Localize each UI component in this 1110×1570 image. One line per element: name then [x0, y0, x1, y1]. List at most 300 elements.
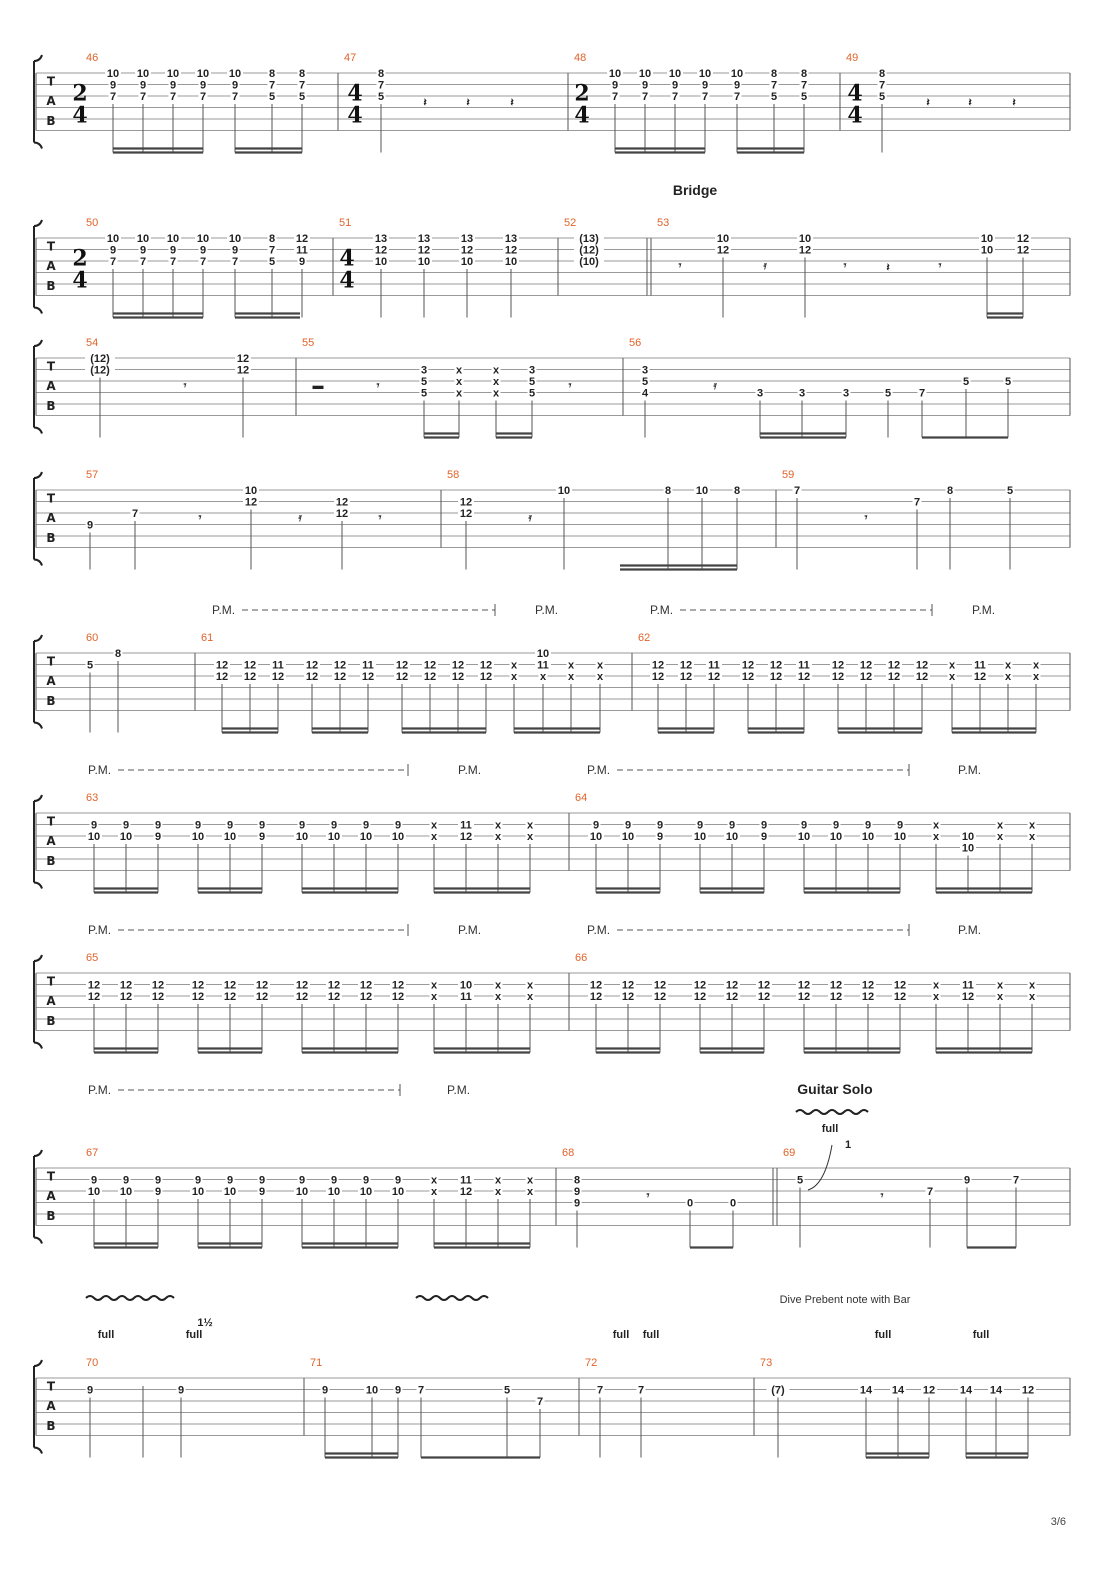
fret-number: 10 [228, 68, 242, 80]
palm-mute-label: P.M. [458, 763, 482, 777]
fret-number: 10 [861, 831, 875, 843]
fret-number: 12 [589, 979, 603, 992]
measure-number-63: 63 [86, 792, 99, 804]
fret-number: 12 [621, 991, 635, 1003]
fret-number: 13 [417, 233, 431, 245]
fret-number: 12 [831, 659, 845, 672]
fret-number: 5 [86, 659, 94, 672]
vibrato-wave [86, 1296, 174, 1300]
tab-clef-b: B [46, 530, 56, 545]
fret-number: 11 [362, 659, 374, 672]
eighth-rest: 𝄾 [678, 260, 682, 272]
fret-number: 14 [891, 1384, 905, 1397]
tab-clef-a: A [46, 259, 56, 274]
fret-number: x [430, 1186, 438, 1198]
fret-number: 12 [741, 659, 755, 672]
fret-number: 12 [423, 659, 437, 672]
fret-number: 12 [741, 671, 755, 683]
fret-number: 9 [154, 819, 162, 832]
fret-number: 7 [1012, 1174, 1020, 1187]
fret-number: 13 [374, 233, 388, 245]
fret-number: x [455, 376, 463, 388]
fret-number: 8 [800, 68, 808, 80]
fret-number: x [1028, 991, 1036, 1003]
fret-number: 7 [377, 79, 385, 92]
fret-number: 12 [395, 659, 409, 672]
fret-number: 12 [887, 659, 901, 672]
measure-number-55: 55 [302, 337, 315, 349]
fret-number: 12 [725, 979, 739, 992]
fret-number: 10 [621, 831, 635, 843]
bend-label-full: full [642, 1329, 660, 1341]
fret-number: x [567, 671, 575, 683]
fret-number: 9 [169, 244, 177, 257]
fret-number: 12 [859, 659, 873, 672]
fret-number: x [1004, 659, 1012, 672]
fret-number: 9 [963, 1174, 971, 1187]
fret-number: 10 [191, 1186, 205, 1198]
fret-number: 12 [244, 496, 258, 509]
fret-number: 12 [215, 671, 229, 683]
fret-number: x [1028, 819, 1036, 832]
fret-number: 9 [656, 831, 664, 843]
fret-number: x [932, 831, 940, 843]
sixteenth-rest: 𝄿 [298, 512, 302, 524]
fret-number: 9 [226, 1174, 234, 1187]
fret-number: 9 [169, 79, 177, 92]
half-rest: ▬ [312, 380, 324, 392]
fret-number: 11 [798, 659, 810, 672]
fret-number: 12 [243, 671, 257, 683]
palm-mute-label: P.M. [958, 923, 982, 937]
fret-number: 9 [139, 244, 147, 257]
dive-annotation: Dive Prebent note with Bar [779, 1294, 911, 1306]
sixteenth-rest: 𝄿 [528, 512, 532, 524]
fret-number: 10 [223, 1186, 237, 1198]
fret-number: 10 [668, 68, 682, 80]
quarter-rest: 𝄽 [886, 262, 890, 274]
fret-number: x [510, 659, 518, 672]
fret-number: 7 [770, 79, 778, 92]
measure-number-60: 60 [86, 632, 99, 644]
system-bracket [34, 55, 42, 149]
fret-number: (13) [579, 233, 599, 245]
fret-number: x [526, 819, 534, 832]
measure-number-53: 53 [657, 217, 670, 229]
fret-number: 12 [651, 671, 665, 683]
fret-number: 10 [829, 831, 843, 843]
fret-number: 7 [800, 79, 808, 92]
time-signature-bottom: 4 [72, 267, 88, 294]
palm-mute-label: P.M. [958, 763, 982, 777]
fret-number: 12 [255, 979, 269, 992]
fret-number: 7 [268, 244, 276, 257]
time-signature-bottom: 4 [574, 102, 590, 129]
fret-number: x [430, 1174, 438, 1187]
fret-number: 5 [1006, 485, 1014, 497]
fret-number: 12 [255, 991, 269, 1003]
fret-number: 12 [1016, 233, 1030, 245]
palm-mute-label: P.M. [88, 1083, 112, 1097]
fret-number: 5 [796, 1174, 804, 1187]
fret-number: 7 [926, 1186, 934, 1198]
fret-number: 10 [460, 256, 474, 268]
fret-number: 9 [728, 819, 736, 832]
fret-number: 12 [451, 671, 465, 683]
fret-number: 7 [596, 1384, 604, 1397]
fret-number: 12 [335, 508, 349, 520]
fret-number: 10 [119, 831, 133, 843]
bend-target: 1 [844, 1139, 852, 1151]
fret-number: 10 [295, 831, 309, 843]
fret-number: 10 [166, 233, 180, 245]
fret-number: x [1032, 659, 1040, 672]
fret-number: 10 [730, 68, 744, 80]
quarter-rest: 𝄽 [510, 97, 514, 109]
fret-number: x [1032, 671, 1040, 683]
fret-number: 7 [536, 1396, 544, 1408]
measure-number-58: 58 [447, 469, 460, 481]
tab-clef-t: T [46, 1169, 56, 1184]
fret-number: 9 [122, 819, 130, 832]
tab-clef-t: T [46, 654, 56, 669]
fret-number: 12 [305, 671, 319, 683]
fret-number: 11 [974, 659, 986, 672]
fret-number: 12 [236, 364, 250, 377]
fret-number: x [430, 991, 438, 1003]
fret-number: 9 [330, 819, 338, 832]
fret-number: 9 [154, 831, 162, 843]
measure-number-61: 61 [201, 632, 214, 644]
fret-number: 10 [961, 831, 975, 843]
time-signature-bottom: 4 [847, 102, 863, 129]
fret-number: 8 [664, 485, 672, 497]
fret-number: 10 [136, 233, 150, 245]
fret-number: 7 [641, 91, 649, 103]
fret-number: x [455, 387, 463, 400]
fret-number: 10 [295, 1186, 309, 1198]
eighth-rest: 𝄾 [843, 260, 847, 272]
fret-number: 11 [708, 659, 720, 672]
palm-mute-label: P.M. [972, 603, 996, 617]
measure-number-73: 73 [760, 1357, 773, 1369]
fret-number: 10 [365, 1384, 379, 1397]
bend-label-full: full [185, 1329, 203, 1341]
fret-number: 12 [191, 991, 205, 1003]
fret-number: 12 [271, 671, 285, 683]
fret-number: 11 [460, 991, 472, 1003]
fret-number: (12) [90, 364, 110, 377]
fret-number: 9 [760, 819, 768, 832]
fret-number: 8 [878, 68, 886, 80]
fret-number: 7 [793, 485, 801, 497]
time-signature-top: 2 [72, 80, 88, 107]
eighth-rest: 𝄾 [938, 260, 942, 272]
tab-clef-a: A [46, 94, 56, 109]
fret-number: 9 [258, 1174, 266, 1187]
measure-number-56: 56 [629, 337, 642, 349]
fret-number: 7 [109, 256, 117, 268]
fret-number: 11 [460, 819, 472, 832]
fret-number: 7 [268, 79, 276, 92]
fret-number: x [492, 387, 500, 400]
fret-number: 10 [980, 233, 994, 245]
measure-number-68: 68 [562, 1147, 575, 1159]
fret-number: 12 [459, 496, 473, 509]
fret-number: 12 [295, 991, 309, 1003]
fret-number: 8 [770, 68, 778, 80]
fret-number: 9 [154, 1174, 162, 1187]
fret-number: 10 [557, 485, 571, 497]
fret-number: 10 [798, 233, 812, 245]
fret-number: 9 [864, 819, 872, 832]
bend-label-full: full [612, 1329, 630, 1341]
quarter-rest: 𝄽 [466, 97, 470, 109]
fret-number: x [526, 1174, 534, 1187]
fret-number: 12 [423, 671, 437, 683]
fret-number: 12 [589, 991, 603, 1003]
fret-number: 12 [295, 979, 309, 992]
measure-number-62: 62 [638, 632, 651, 644]
fret-number: x [1028, 831, 1036, 843]
tab-clef-t: T [46, 974, 56, 989]
quarter-rest: 𝄽 [926, 97, 930, 109]
fret-number: 5 [878, 91, 886, 103]
fret-number: 12 [223, 979, 237, 992]
fret-number: 7 [671, 91, 679, 103]
fret-number: x [526, 991, 534, 1003]
palm-mute-label: P.M. [88, 763, 112, 777]
palm-mute-label: P.M. [458, 923, 482, 937]
fret-number: 10 [504, 256, 518, 268]
fret-number: 9 [573, 1186, 581, 1198]
fret-number: 10 [893, 831, 907, 843]
fret-number: 5 [800, 91, 808, 103]
fret-number: x [567, 659, 575, 672]
fret-number: 12 [893, 991, 907, 1003]
fret-number: 10 [119, 1186, 133, 1198]
fret-number: 9 [330, 1174, 338, 1187]
time-signature-top: 4 [339, 245, 355, 272]
tab-clef-b: B [46, 853, 56, 868]
eighth-rest: 𝄾 [376, 380, 380, 392]
fret-number: 10 [87, 1186, 101, 1198]
fret-number: 10 [980, 244, 994, 257]
fret-number: 9 [258, 819, 266, 832]
fret-number: 7 [878, 79, 886, 92]
fret-number: 12 [479, 671, 493, 683]
fret-number: x [596, 671, 604, 683]
fret-number: 5 [962, 376, 970, 388]
fret-number: 9 [298, 819, 306, 832]
fret-number: 7 [139, 256, 147, 268]
fret-number: 9 [394, 1174, 402, 1187]
measure-number-64: 64 [575, 792, 588, 804]
fret-number: 9 [122, 1174, 130, 1187]
fret-number: 9 [321, 1384, 329, 1397]
fret-number: 8 [946, 485, 954, 497]
fret-number: 12 [716, 244, 730, 257]
fret-number: 7 [109, 91, 117, 103]
eighth-rest: 𝄾 [880, 1190, 884, 1202]
fret-number: 12 [915, 671, 929, 683]
fret-number: 0 [686, 1197, 694, 1210]
fret-number: 9 [177, 1384, 185, 1397]
time-signature-top: 4 [847, 80, 863, 107]
palm-mute-label: P.M. [650, 603, 674, 617]
fret-number: 12 [707, 671, 721, 683]
fret-number: 13 [504, 233, 518, 245]
fret-number: 12 [374, 244, 388, 257]
fret-number: 12 [679, 659, 693, 672]
fret-number: 12 [459, 1186, 473, 1198]
fret-number: 10 [223, 831, 237, 843]
fret-number: x [932, 819, 940, 832]
eighth-rest: 𝄾 [646, 1190, 650, 1202]
fret-number: 3 [842, 387, 850, 400]
fret-number: x [430, 831, 438, 843]
fret-number: 11 [962, 979, 974, 992]
fret-number: 10 [693, 831, 707, 843]
eighth-rest: 𝄾 [864, 512, 868, 524]
fret-number: 5 [268, 91, 276, 103]
fret-number: 9 [573, 1197, 581, 1210]
fret-number: 9 [832, 819, 840, 832]
fret-number: 9 [199, 244, 207, 257]
measure-number-51: 51 [339, 217, 352, 229]
tab-clef-a: A [46, 994, 56, 1009]
measure-number-47: 47 [344, 52, 357, 64]
system-bracket [34, 955, 42, 1049]
tab-clef-t: T [46, 814, 56, 829]
quarter-rest: 𝄽 [968, 97, 972, 109]
tab-clef-b: B [46, 398, 56, 413]
fret-number: 12 [693, 979, 707, 992]
fret-number: 9 [394, 1384, 402, 1397]
bend-label-full: full [874, 1329, 892, 1341]
fret-number: 5 [377, 91, 385, 103]
bend-label-full: full [972, 1329, 990, 1341]
fret-number: 9 [760, 831, 768, 843]
fret-number: 12 [417, 244, 431, 257]
palm-mute-label: P.M. [535, 603, 559, 617]
fret-number: 8 [268, 233, 276, 245]
fret-number: 10 [698, 68, 712, 80]
sixteenth-rest: 𝄿 [763, 260, 767, 272]
measure-number-70: 70 [86, 1357, 99, 1369]
section-bridge: Bridge [672, 182, 718, 198]
fret-number: 9 [231, 79, 239, 92]
fret-number: 12 [1021, 1384, 1035, 1397]
tab-clef-a: A [46, 834, 56, 849]
fret-number: 9 [394, 819, 402, 832]
fret-number: 11 [272, 659, 284, 672]
measure-number-71: 71 [310, 1357, 323, 1369]
fret-number: 10 [638, 68, 652, 80]
tab-clef-b: B [46, 113, 56, 128]
palm-mute-label: P.M. [587, 923, 611, 937]
measure-number-65: 65 [86, 952, 99, 964]
vibrato-wave [796, 1110, 868, 1114]
fret-number: x [494, 979, 502, 992]
fret-number: 7 [169, 256, 177, 268]
fret-number: x [455, 364, 463, 377]
fret-number: x [932, 991, 940, 1003]
fret-number: 9 [139, 79, 147, 92]
system-bracket [34, 340, 42, 434]
fret-number: x [492, 376, 500, 388]
time-signature-bottom: 4 [339, 267, 355, 294]
fret-number: 7 [298, 79, 306, 92]
tab-clef-b: B [46, 693, 56, 708]
fret-number: 10 [589, 831, 603, 843]
fret-number: 12 [333, 659, 347, 672]
time-signature-top: 2 [574, 80, 590, 107]
fret-number: 12 [459, 508, 473, 520]
fret-number: 7 [611, 91, 619, 103]
fret-number: 13 [460, 233, 474, 245]
fret-number: 12 [915, 659, 929, 672]
measure-number-50: 50 [86, 217, 99, 229]
fret-number: x [596, 659, 604, 672]
eighth-rest: 𝄾 [183, 380, 187, 392]
fret-number: 12 [831, 671, 845, 683]
fret-number: 8 [573, 1174, 581, 1187]
fret-number: 9 [592, 819, 600, 832]
fret-number: x [948, 671, 956, 683]
fret-number: x [494, 819, 502, 832]
fret-number: 12 [119, 991, 133, 1003]
fret-number: 7 [637, 1384, 645, 1397]
measure-number-67: 67 [86, 1147, 99, 1159]
fret-number: 9 [90, 1174, 98, 1187]
fret-number: 10 [244, 485, 258, 497]
system-bracket [34, 795, 42, 889]
fret-number: x [526, 1186, 534, 1198]
fret-number: x [1028, 979, 1036, 992]
fret-number: 10 [166, 68, 180, 80]
fret-number: 14 [859, 1384, 873, 1397]
fret-number: 12 [87, 991, 101, 1003]
measure-number-48: 48 [574, 52, 587, 64]
measure-number-54: 54 [86, 337, 99, 349]
fret-number: 12 [679, 671, 693, 683]
fret-number: 7 [169, 91, 177, 103]
tab-clef-a: A [46, 1189, 56, 1204]
page-number: 3/6 [1050, 1516, 1066, 1528]
sixteenth-rest: 𝄿 [713, 380, 717, 392]
fret-number: 11 [460, 1174, 472, 1187]
eighth-rest: 𝄾 [198, 512, 202, 524]
fret-number: 0 [729, 1197, 737, 1210]
fret-number: 12 [797, 991, 811, 1003]
quarter-rest: 𝄽 [423, 97, 427, 109]
fret-number: 5 [503, 1384, 511, 1397]
fret-number: 10 [374, 256, 388, 268]
fret-number: 12 [798, 244, 812, 257]
fret-number: 9 [109, 244, 117, 257]
fret-number: 8 [268, 68, 276, 80]
fret-number: 12 [151, 991, 165, 1003]
fret-number: 7 [199, 91, 207, 103]
tab-clef-t: T [46, 359, 56, 374]
fret-number: 9 [896, 819, 904, 832]
fret-number: 9 [154, 1186, 162, 1198]
eighth-rest: 𝄾 [378, 512, 382, 524]
fret-number: 5 [884, 387, 892, 400]
fret-number: 10 [391, 1186, 405, 1198]
fret-number: 10 [327, 1186, 341, 1198]
